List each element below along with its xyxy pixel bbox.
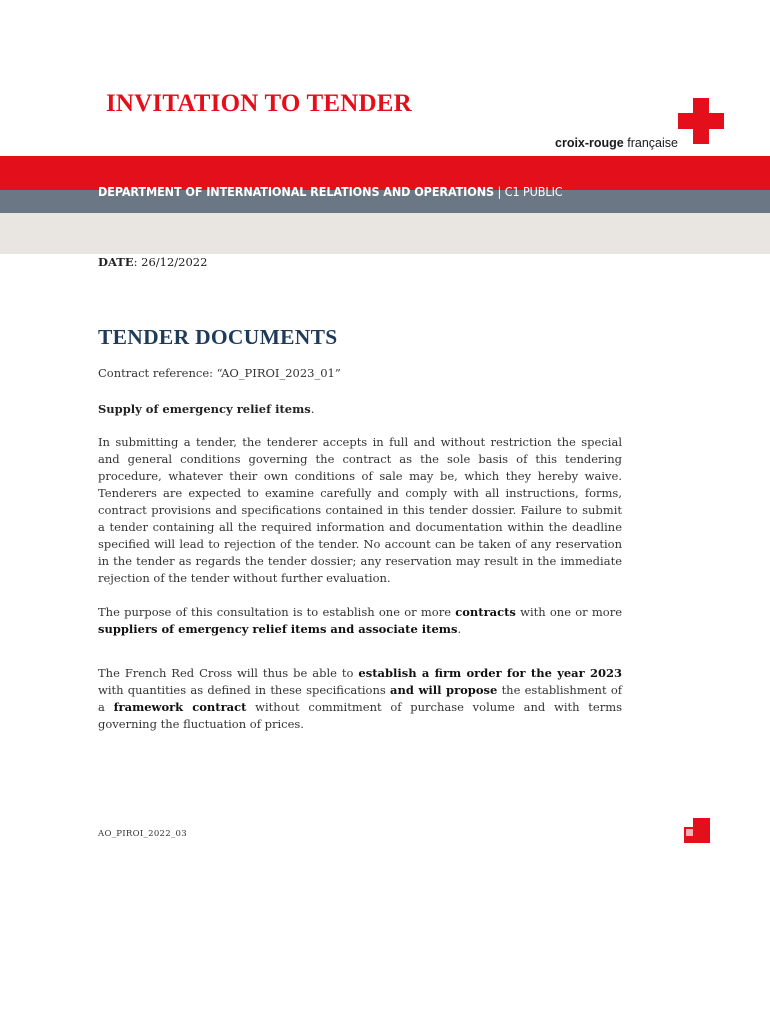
text-run: with one or more: [515, 605, 623, 619]
classification-label: C1 PUBLIC: [504, 184, 563, 199]
logo-wordmark-light: française: [627, 136, 678, 150]
date-label: DATE: [98, 255, 134, 269]
red-cross-logo-icon: [678, 98, 724, 144]
text-run: The French Red Cross will thus be able to: [98, 666, 359, 680]
document-title: INVITATION TO TENDER: [106, 90, 412, 117]
footer-reference: AO_PIROI_2022_03: [98, 829, 187, 839]
header-band-light: [0, 213, 770, 254]
supply-line: [98, 402, 314, 416]
logo-wordmark-bold: croix-rouge: [555, 136, 624, 150]
text-run: .: [457, 622, 462, 636]
paragraph-order: [98, 665, 622, 733]
text-run-bold: contracts: [455, 605, 516, 619]
date-value: : 26/12/2022: [133, 255, 208, 269]
supply-period: .: [310, 402, 315, 416]
text-run: the establishment of a: [98, 683, 622, 714]
text-run: The purpose of this consultation is to establish one or more: [98, 605, 456, 619]
text-run-bold: suppliers of emergency relief items and associate items: [98, 622, 458, 636]
section-title: TENDER DOCUMENTS: [98, 325, 338, 349]
date-line: [98, 255, 207, 269]
department-separator: |: [497, 184, 502, 199]
paragraph-conditions: In submitting a tender, the tenderer accepts in full and without restriction the special and general conditions governing the contract as the sole basis of this tendering procedure, whatever their own conditions of sale may be, which they hereby waive. Tenderers are expected to examine carefully and comply with all instructions, forms, contract provisions and specifications contained in this tender dossier. Failure to submit a tender containing all the required information and documentation within the deadline specified will lead to rejection of the tender. No account can be taken of any reservation in the tender as regards the tender dossier; any reservation may result in the immediate rejection of the tender without further evaluation.: [98, 435, 622, 585]
department-name: DEPARTMENT OF INTERNATIONAL RELATIONS AND OPERATIONS: [98, 184, 495, 199]
text-run-bold: establish a firm order for the year 2023: [358, 666, 622, 680]
supply-subject: Supply of emergency relief items: [98, 402, 311, 416]
contract-reference: Contract reference: “AO_PIROI_2023_01”: [98, 366, 341, 380]
text-run-bold: framework contract: [113, 700, 247, 714]
department-line: [98, 184, 563, 199]
text-run-bold: and will propose: [390, 683, 498, 697]
text-run: without commitment of purchase volume and with terms governing the fluctuation of prices.: [98, 700, 623, 731]
logo-wordmark: [555, 136, 678, 150]
footer-cross-icon: [684, 818, 710, 843]
text-run: with quantities as defined in these specifications: [98, 683, 391, 697]
paragraph-purpose: [98, 604, 622, 638]
